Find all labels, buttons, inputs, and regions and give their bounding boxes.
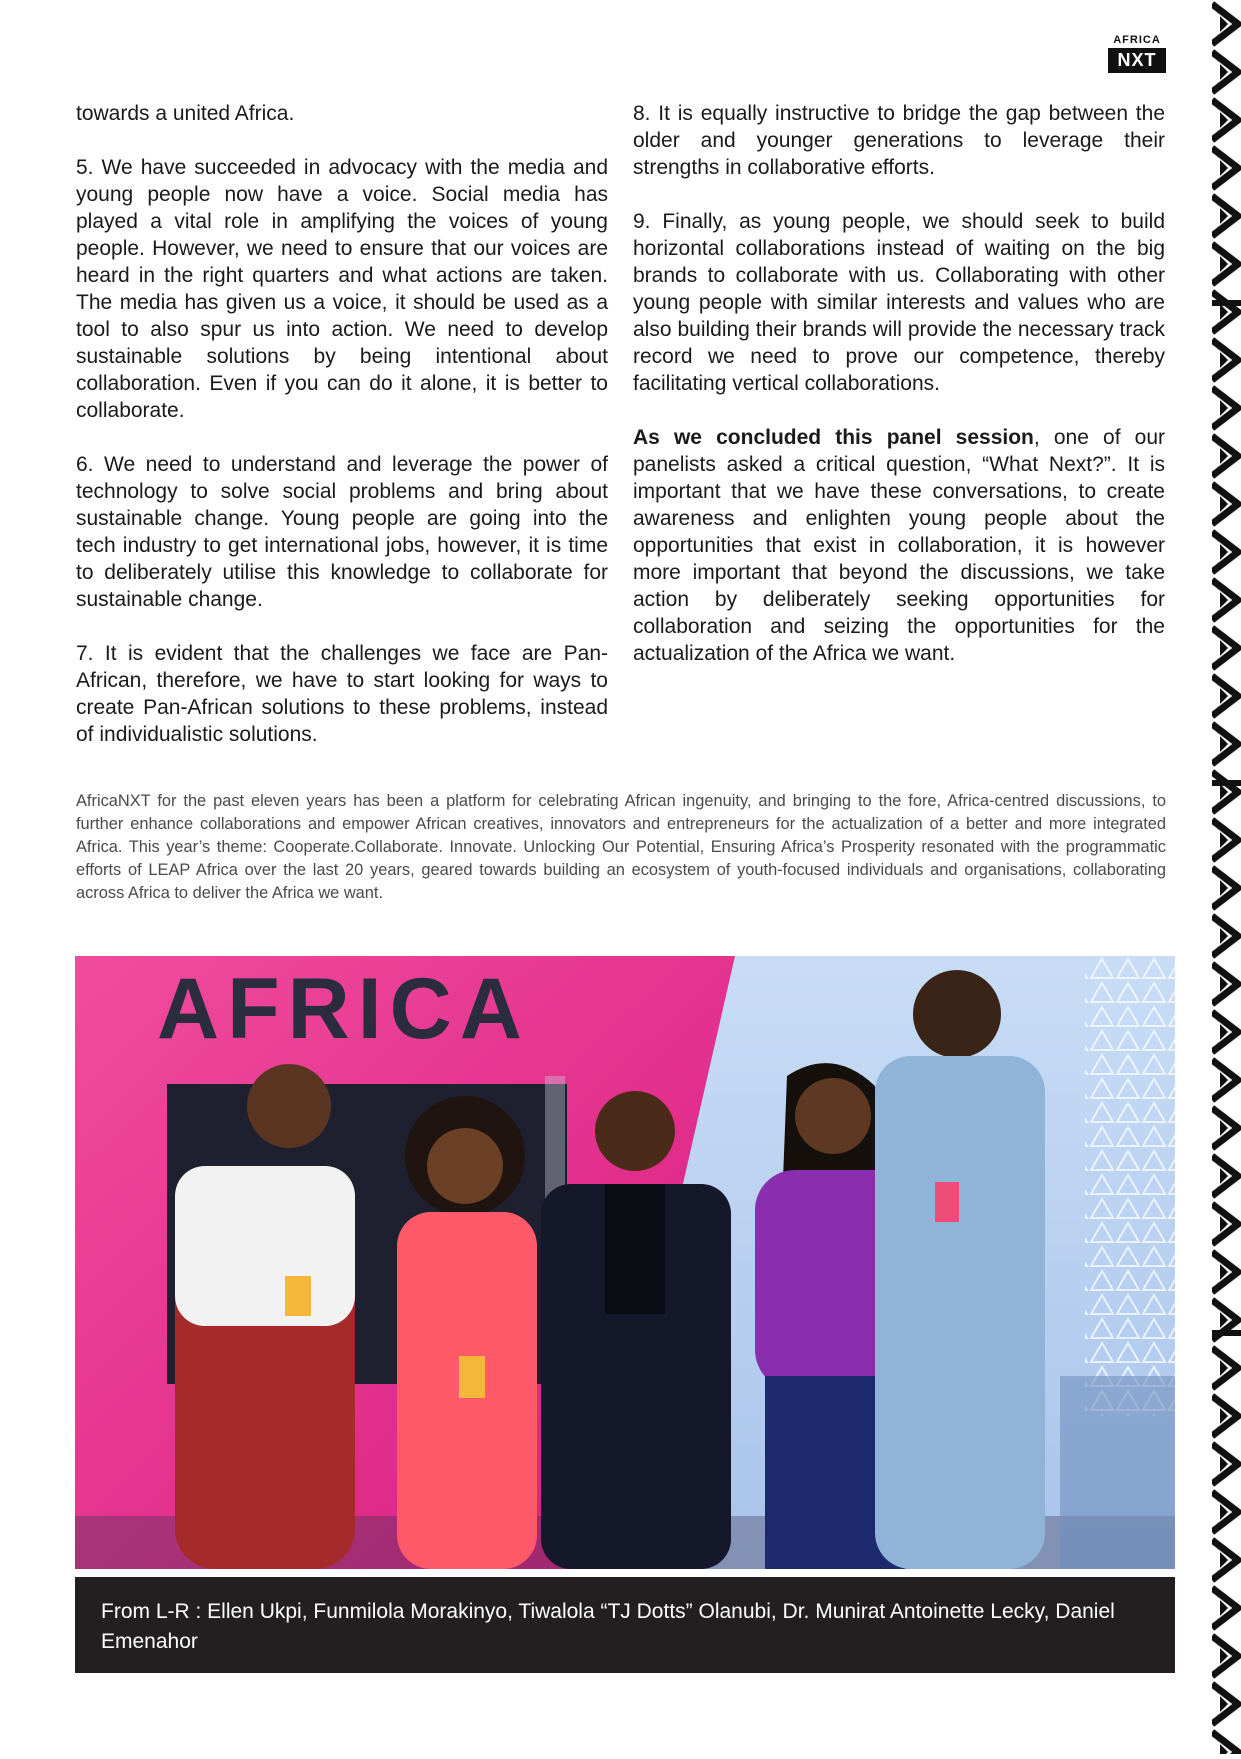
paragraph: 6. We need to understand and leverage the power of technology to solve social problems and bring about sustainable change. Young people are going into the tech industry to get international jobs, however, it is time to deliberately utilise this knowledge to collaborate for sustainable change. [76, 453, 608, 611]
person-2 [397, 1096, 537, 1569]
bold-lead-in: As we concluded this panel session [633, 426, 1034, 449]
paragraph-rest: , one of our panelists asked a critical question, “What Next?”. It is important that we have these conversations, to create awareness and enlighten young people about the opportunities that exist in collaboration, it is however more important that beyond the discussions, we take action by deliberately seeking opportunities for collaboration and seizing the opportunities for the actualization of the Africa we want. [633, 426, 1165, 665]
tribal-border-pattern [1212, 0, 1241, 1754]
right-text-column [633, 100, 1165, 667]
panel-photo [75, 956, 1175, 1569]
event-description: AfricaNXT for the past eleven years has been a platform for celebrating African ingenuity, and bringing to the fore, Africa-centred discussions, to further enhance collaborations and empower African creatives, innovators and entrepreneurs for the actualization of a better and more integrated Africa. This year’s theme: Cooperate.Collaborate. Innovate. Unlocking Our Potential, Ensuring Africa’s Prosperity resonated with the programmatic efforts of LEAP Africa over the last 20 years, geared towards building an ecosystem of youth-focused individuals and organisations, collaborating across Africa to deliver the Africa we want. [76, 792, 1166, 902]
photo-caption: From L-R : Ellen Ukpi, Funmilola Morakinyo, Tiwalola “TJ Dotts” Olanubi, Dr. Munirat Antoinette Lecky, Daniel Emenahor [75, 1577, 1175, 1673]
paragraph: 7. It is evident that the challenges we face are Pan-African, therefore, we have to start looking for ways to create Pan-African solutions to these problems, instead of individualistic solutions. [76, 642, 608, 746]
africanxt-logo [1108, 34, 1166, 76]
left-text-column [76, 100, 608, 748]
logo-bottom-text: NXT [1108, 48, 1166, 73]
paragraph: 5. We have succeeded in advocacy with the media and young people now have a voice. Social media has played a vital role in amplifying the voices of young people. However, we need to ensure that our voices are heard in the right quarters and what actions are taken. The media has given us a voice, it should be used as a tool to also spur us into action. We need to develop sustainable solutions by being intentional about collaboration. Even if you can do it alone, it is better to collaborate. [76, 156, 608, 422]
paragraph: 9. Finally, as young people, we should seek to build horizontal collaborations instead of waiting on the big brands to collaborate with us. Collaborating with other young people with similar interests and values who are also building their brands will provide the necessary track record we need to prove our competence, thereby facilitating vertical collaborations. [633, 210, 1165, 395]
paragraph: 8. It is equally instructive to bridge the gap between the older and younger generations to leverage their strengths in collaborative efforts. [633, 102, 1165, 179]
paragraph [633, 424, 1165, 667]
person-5 [875, 970, 1045, 1569]
logo-top-text: AFRICA [1113, 34, 1161, 46]
paragraph: towards a united Africa. [76, 102, 295, 125]
backdrop-text: AFRICA [157, 961, 530, 1057]
